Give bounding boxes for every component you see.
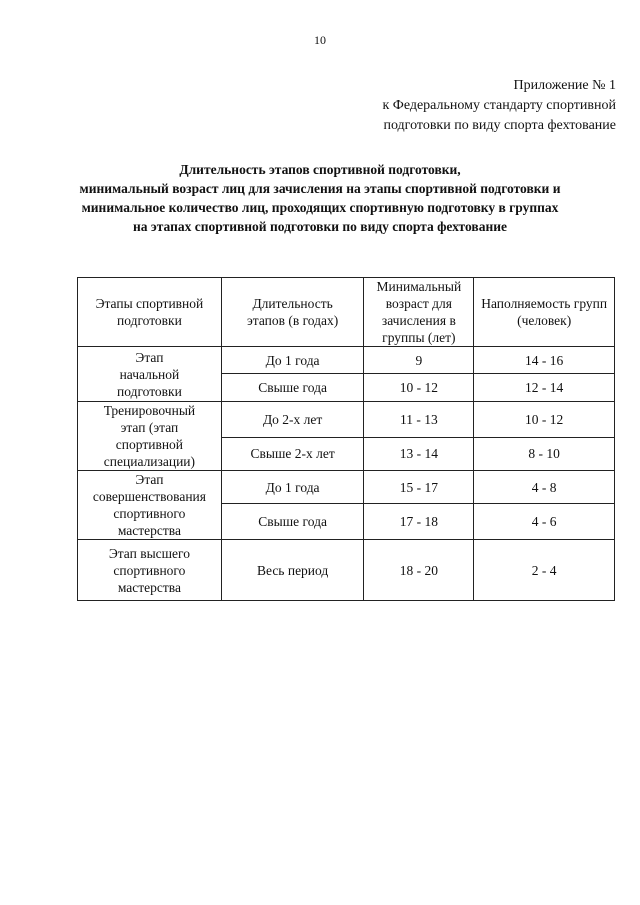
duration-cell: До 1 года [221,347,364,374]
duration-cell: До 2-х лет [221,402,364,438]
duration-cell: Свыше года [221,374,364,402]
stage-name-cell: Этап совершенствования спортивного мастерства [78,471,222,540]
header-duration: Длительность этапов (в годах) [221,278,364,347]
table-row [78,347,615,374]
header-group-size: Наполняемость групп (человек) [474,278,615,347]
group-size-cell: 4 - 6 [474,504,615,540]
stage-name-cell: Тренировочный этап (этап спортивной специализации) [78,402,222,471]
min-age-cell: 13 - 14 [364,437,474,470]
title-line: Длительность этапов спортивной подготовки, [179,162,461,177]
min-age-cell: 10 - 12 [364,374,474,402]
stages-table [77,277,615,601]
title-line: минимальный возраст лиц для зачисления на этапы спортивной подготовки и [79,181,561,196]
title-line: минимальное количество лиц, проходящих спортивную подготовку в группах [81,200,559,215]
group-size-cell: 10 - 12 [474,402,615,438]
table-row [78,402,615,438]
min-age-cell: 11 - 13 [364,402,474,438]
group-size-cell: 2 - 4 [474,540,615,601]
header-stage: Этапы спортивной подготовки [78,278,222,347]
group-size-cell: 4 - 8 [474,471,615,504]
duration-cell: Весь период [221,540,364,601]
document-title [0,160,640,236]
duration-cell: Свыше года [221,504,364,540]
appendix-line: Приложение № 1 [513,78,616,93]
min-age-cell: 17 - 18 [364,504,474,540]
table-row [78,471,615,504]
page-number: 10 [314,33,326,47]
group-size-cell: 14 - 16 [474,347,615,374]
header-min-age: Минимальный возраст для зачисления в группы (лет) [364,278,474,347]
min-age-cell: 9 [364,347,474,374]
group-size-cell: 8 - 10 [474,437,615,470]
stage-name-cell: Этап высшего спортивного мастерства [78,540,222,601]
min-age-cell: 15 - 17 [364,471,474,504]
appendix-note [382,76,616,136]
table-row [78,540,615,601]
appendix-line: подготовки по виду спорта фехтование [383,118,616,133]
duration-cell: До 1 года [221,471,364,504]
stage-name-cell: Этап начальной подготовки [78,347,222,402]
group-size-cell: 12 - 14 [474,374,615,402]
title-line: на этапах спортивной подготовки по виду спорта фехтование [132,219,508,234]
duration-cell: Свыше 2-х лет [221,437,364,470]
min-age-cell: 18 - 20 [364,540,474,601]
table-header-row [78,278,615,347]
appendix-line: к Федеральному стандарту спортивной [382,98,616,113]
